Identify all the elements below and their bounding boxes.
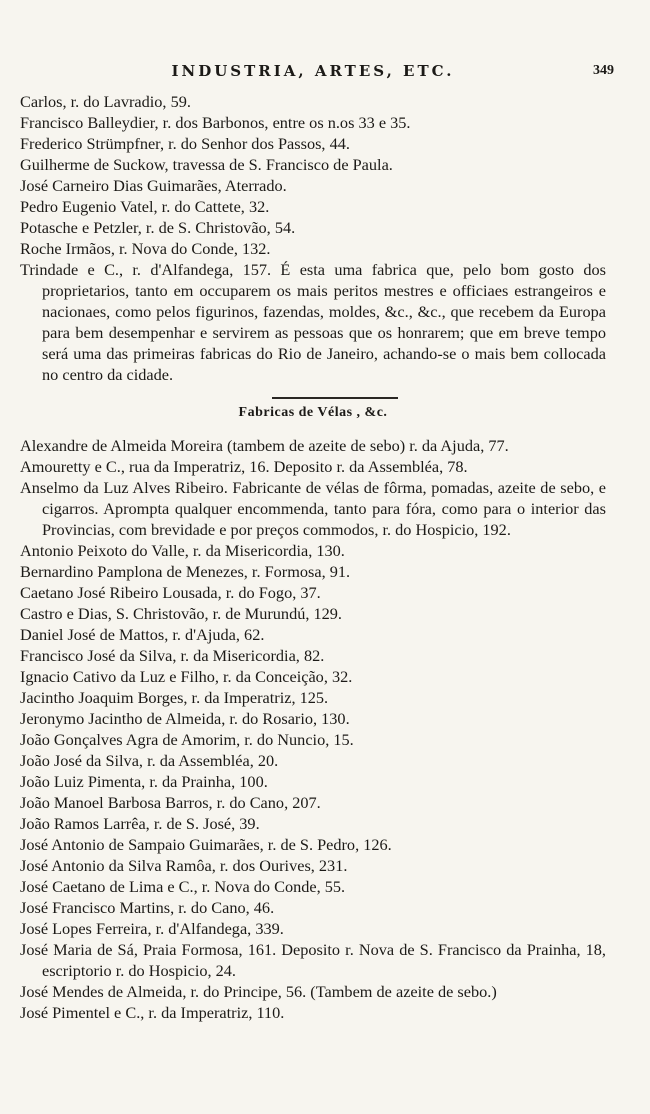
list-item: Amouretty e C., rua da Imperatriz, 16. Deposito r. da Assembléa, 78. — [20, 457, 468, 476]
list-item: Trindade e C., r. d'Alfandega, 157. É esta uma fabrica que, pelo bom gosto dos proprietarios, tanto em occuparem os mais peritos mestres e officiaes estrangeiros e nacionaes, como pelos figurinos, fazendas, moldes, &c., &c., que recebem da Europa para bem desempenhar e servirem as pessoas que os honrarem; que em breve tempo será uma das primeiras fabricas do Rio de Janeiro, achando-se o mais bem collocada no centro da cidade. — [20, 260, 606, 384]
section-list-top — [20, 91, 606, 385]
list-item: Anselmo da Luz Alves Ribeiro. Fabricante de vélas de fôrma, pomadas, azeite de sebo, e cigarros. Aprompta qualquer encommenda, tanto para fóra, como para o interior das Provincias, com brevidade e por preços commodos, r. do Hospicio, 192. — [20, 478, 606, 539]
list-item: José Pimentel e C., r. da Imperatriz, 110. — [20, 1003, 285, 1022]
list-item: Daniel José de Mattos, r. d'Ajuda, 62. — [20, 625, 265, 644]
list-item: Pedro Eugenio Vatel, r. do Cattete, 32. — [20, 197, 270, 216]
list-item: João José da Silva, r. da Assembléa, 20. — [20, 751, 279, 770]
list-item: Bernardino Pamplona de Menezes, r. Formosa, 91. — [20, 562, 351, 581]
list-item: José Maria de Sá, Praia Formosa, 161. Deposito r. Nova de S. Francisco da Prainha, 18, escriptorio r. do Hospicio, 24. — [20, 940, 606, 980]
list-item: João Luiz Pimenta, r. da Prainha, 100. — [20, 772, 268, 791]
list-item: João Ramos Larrêa, r. de S. José, 39. — [20, 814, 260, 833]
list-item: Potasche e Petzler, r. de S. Christovão, 54. — [20, 218, 296, 237]
list-item: Francisco Balleydier, r. dos Barbonos, entre os n.os 33 e 35. — [20, 113, 411, 132]
header-title: INDUSTRIA, ARTES, ETC. — [171, 62, 455, 80]
list-item: João Gonçalves Agra de Amorim, r. do Nuncio, 15. — [20, 730, 354, 749]
list-item: José Carneiro Dias Guimarães, Aterrado. — [20, 176, 287, 195]
list-item: Jacintho Joaquim Borges, r. da Imperatriz, 125. — [20, 688, 329, 707]
list-item: João Manoel Barbosa Barros, r. do Cano, 207. — [20, 793, 321, 812]
list-item: Jeronymo Jacintho de Almeida, r. do Rosario, 130. — [20, 709, 350, 728]
list-item: Caetano José Ribeiro Lousada, r. do Fogo, 37. — [20, 583, 321, 602]
list-item: José Caetano de Lima e C., r. Nova do Conde, 55. — [20, 877, 346, 896]
list-item: Castro e Dias, S. Christovão, r. de Murundú, 129. — [20, 604, 342, 623]
page-number: 349 — [593, 63, 614, 78]
list-item: José Lopes Ferreira, r. d'Alfandega, 339. — [20, 919, 284, 938]
list-item: José Francisco Martins, r. do Cano, 46. — [20, 898, 275, 917]
list-item: Guilherme de Suckow, travessa de S. Francisco de Paula. — [20, 155, 393, 174]
list-item: Ignacio Cativo da Luz e Filho, r. da Conceição, 32. — [20, 667, 353, 686]
list-item: Alexandre de Almeida Moreira (tambem de azeite de sebo) r. da Ajuda, 77. — [20, 436, 509, 455]
list-item: Antonio Peixoto do Valle, r. da Misericordia, 130. — [20, 541, 345, 560]
section-heading: Fabricas de Vélas , &c. — [238, 405, 388, 420]
list-item: Frederico Strümpfner, r. do Senhor dos Passos, 44. — [20, 134, 350, 153]
list-item: Roche Irmãos, r. Nova do Conde, 132. — [20, 239, 271, 258]
running-header — [20, 62, 614, 86]
list-item: Francisco José da Silva, r. da Misericordia, 82. — [20, 646, 325, 665]
list-item: José Antonio de Sampaio Guimarães, r. de S. Pedro, 126. — [20, 835, 392, 854]
list-item: José Antonio da Silva Ramôa, r. dos Ourives, 231. — [20, 856, 348, 875]
section-list-velas — [20, 435, 606, 1023]
section-divider — [272, 397, 398, 399]
list-item: José Mendes de Almeida, r. do Principe, 56. (Tambem de azeite de sebo.) — [20, 982, 497, 1001]
list-item: Carlos, r. do Lavradio, 59. — [20, 92, 191, 111]
